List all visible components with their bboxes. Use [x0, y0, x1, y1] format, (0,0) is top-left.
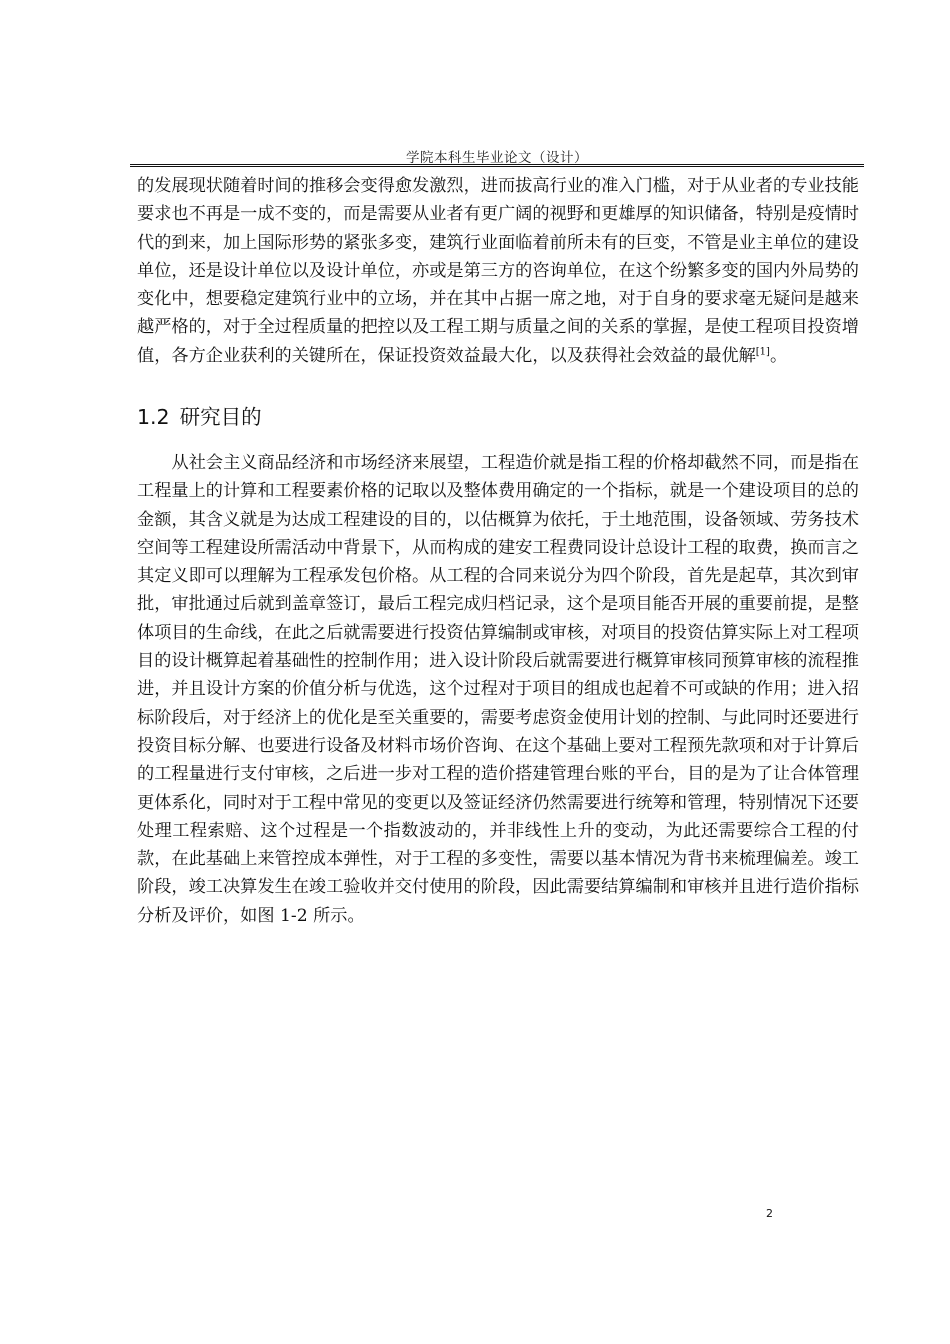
- section-title: 研究目的: [179, 405, 262, 429]
- citation-reference[interactable]: [1]: [755, 346, 770, 358]
- paragraph-end-punctuation: 。: [769, 345, 788, 366]
- page-number: 2: [766, 1207, 773, 1220]
- paragraph-text: 的发展现状随着时间的推移会变得愈发激烈，进而拔高行业的准入门槛，对于从业者的专业技能要求也不再是一成不变的，而是需要从业者有更广阔的视野和更雄厚的知识储备，特别是疫情时代的到来，加上国际形势的紧张多变，建筑行业面临着前所未有的巨变，不管是业主单位的建设单位，还是设计单位以及设计单位，亦或是第三方的咨询单位，在这个纷繁多变的国内外局势的变化中，想要稳定建筑行业中的立场，并在其中占据一席之地，对于自身的要求毫无疑问是越来越严格的，对于全过程质量的把控以及工程工期与质量之间的关系的掌握，是使工程项目投资增值，各方企业获利的关键所在，保证投资效益最大化，以及获得社会效益的最优解: [137, 176, 859, 366]
- section-heading: [137, 403, 262, 431]
- body-paragraph: 从社会主义商品经济和市场经济来展望，工程造价就是指工程的价格却截然不同，而是指在工程量上的计算和工程要素价格的记取以及整体费用确定的一个指标，就是一个建设项目的总的金额，其含义就是为达成工程建设的目的，以估概算为依托，于土地范围，设备领域、劳务技术空间等工程建设所需活动中背景下，从而构成的建安工程费同设计总设计工程的取费，换而言之其定义即可以理解为工程承发包价格。从工程的合同来说分为四个阶段，首先是起草，其次到审批，审批通过后就到盖章签订，最后工程完成归档记录，这个是项目能否开展的重要前提，是整体项目的生命线，在此之后就需要进行投资估算编制或审核，对项目的投资估算实际上对工程项目的设计概算起着基础性的控制作用；进入设计阶段后就需要进行概算审核同预算审核的流程推进，并且设计方案的价值分析与优选，这个过程对于项目的组成也起着不可或缺的作用；进入招标阶段后，对于经济上的优化是至关重要的，需要考虑资金使用计划的控制、与此同时还要进行投资目标分解、也要进行设备及材料市场价咨询、在这个基础上要对工程预先款项和对于计算后的工程量进行支付审核，之后进一步对工程的造价搭建管理台账的平台，目的是为了让合体管理更体系化，同时对于工程中常见的变更以及签证经济仍然需要进行统筹和管理，特别情况下还要处理工程索赔、这个过程是一个指数波动的，并非线性上升的变动，为此还需要综合工程的付款，在此基础上来管控成本弹性，对于工程的多变性，需要以基本情况为背书来梳理偏差。竣工阶段，竣工决算发生在竣工验收并交付使用的阶段，因此需要结算编制和审核并且进行造价指标分析及评价，如图 1-2 所示。: [137, 453, 860, 926]
- running-header: 学院本科生毕业论文（设计）: [406, 150, 588, 166]
- section-number: 1.2: [137, 405, 170, 429]
- header-divider: [130, 164, 864, 167]
- body-paragraph-continued: [137, 172, 859, 370]
